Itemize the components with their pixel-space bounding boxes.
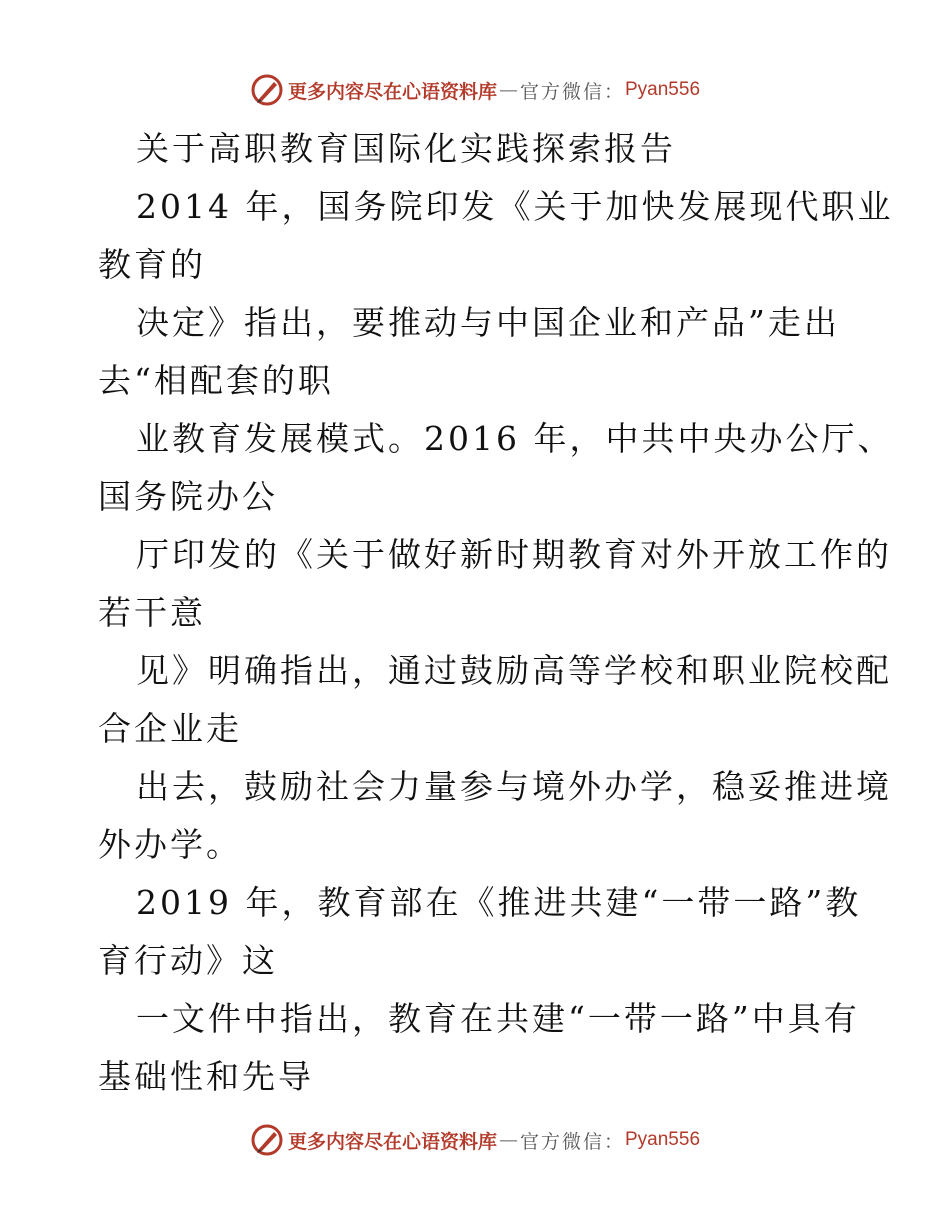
text-line: 基础性和先导	[98, 1057, 314, 1096]
watermark-wechat-id: Pyan556	[625, 79, 701, 100]
text-line: 去“相配套的职	[98, 361, 334, 400]
watermark-main-text: 更多内容尽在心语资料库	[287, 1130, 497, 1153]
text-line: 育行动》这	[98, 941, 278, 980]
text-line: 业教育发展模式。2016 年，中共中央办公厅、	[136, 419, 894, 458]
watermark-wechat-id: Pyan556	[625, 1129, 701, 1150]
text-line: 2014 年，国务院印发《关于加快发展现代职业	[136, 187, 894, 226]
text-line: 国务院办公	[98, 477, 278, 516]
text-line: 关于高职教育国际化实践探索报告	[136, 129, 676, 168]
text-line: 见》明确指出，通过鼓励高等学校和职业院校配	[136, 651, 892, 690]
text-line: 一文件中指出，教育在共建“一带一路”中具有	[136, 999, 860, 1038]
watermark-separator: —	[498, 1129, 518, 1151]
text-line: 出去，鼓励社会力量参与境外办学，稳妥推进境	[136, 767, 892, 806]
watermark-wechat-label: 官方微信：	[519, 80, 625, 103]
text-line: 2019 年，教育部在《推进共建“一带一路”教	[136, 883, 862, 922]
footer-watermark	[0, 1120, 950, 1160]
pen-logo-icon	[250, 73, 284, 107]
document-body	[98, 120, 894, 1106]
text-line: 外办学。	[98, 825, 242, 864]
text-line: 若干意	[98, 593, 206, 632]
watermark-separator: —	[498, 79, 518, 101]
watermark-main-text: 更多内容尽在心语资料库	[287, 80, 497, 103]
text-line: 决定》指出，要推动与中国企业和产品”走出	[136, 303, 840, 342]
watermark-wechat-label: 官方微信：	[519, 1130, 625, 1153]
header-watermark	[0, 70, 950, 110]
pen-logo-icon	[250, 1123, 284, 1157]
text-line: 厅印发的《关于做好新时期教育对外开放工作的	[136, 535, 892, 574]
text-line: 合企业走	[98, 709, 242, 748]
text-line: 教育的	[98, 245, 206, 284]
